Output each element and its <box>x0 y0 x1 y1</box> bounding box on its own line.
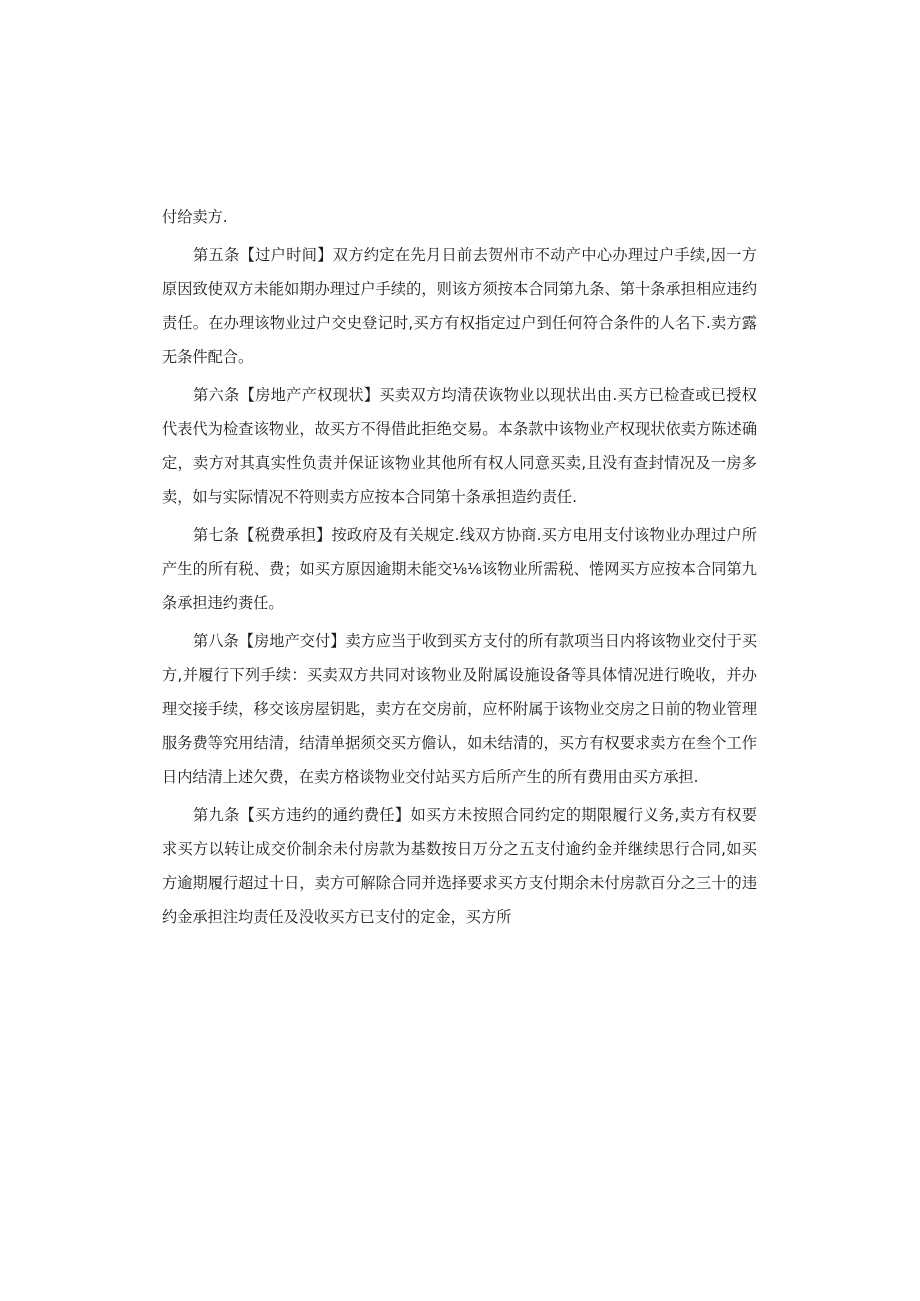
paragraph-article-8 <box>162 624 757 794</box>
paragraph-text: 第九条【买方违约的通约费任】如买方未按照合同约定的期限履行义务,卖方有权要求买方以转让成交价制余未付房款为基数按日万分之五支付逾约金并继续思行合同,如买方逾期履行超过十日，卖方可解除合同并选择要求买方支付期余未付房款百分之三十的违约金承担注均责任及没收买方已支付的定金，买方所 <box>162 806 757 926</box>
paragraph-article-7 <box>162 518 757 620</box>
paragraph-text: 第六条【房地产产权现状】买卖双方均清茯诙物业以现状出由.买方已检查或已授权代表代为检查该物业，故买方不得借此拒绝交易。本条款中该物业产权现状依卖方陈述确定，卖方对其真实性负责并保证该物业其他所有权人同意买卖,且没有查封情况及一房多卖，如与实际情况不符则卖方应按本合同第十条承担造约责任. <box>162 386 757 506</box>
paragraph-continuation <box>162 200 757 234</box>
contract-body <box>162 200 757 938</box>
paragraph-article-9 <box>162 798 757 934</box>
paragraph-article-5 <box>162 238 757 374</box>
paragraph-article-6 <box>162 378 757 514</box>
paragraph-text: 付给卖方. <box>162 208 228 226</box>
paragraph-text: 第八条【房地产交付】卖方应当于收到买方支付的所有款项当日内将该物业交付于买方,并履行下列手续：买卖双方共同对该物业及附属设施设备等具体情况进行晚收，并办理交接手续，移交该房屋钥匙，卖方在交房前，应杯附属于该物业交房之日前的物业管理服务费等究用结清，结清单据须交买方儋认，如未结清的，买方有权要求卖方在叁个工作日内结清上述欠费，在卖方格谈物业交付站买方后所产生的所有费用由买方承担. <box>162 632 757 786</box>
paragraph-text: 第五条【过户时间】双方约定在先月日前去贺州市不动产中心办理过户手续,因一方原因致使双方未能如期办理过户手续的，则该方须按本合同第九条、第十条承担相应违约责任。在办理该物业过户交史登记时,买方有权指定过户到任何符合条件的人名下.卖方露无条件配合。 <box>162 246 757 366</box>
paragraph-text: 第七条【税费承担】按政府及有关规定.线双方协商.买方电用支付该物业办理过户所产生的所有税、费；如买方原因逾期未能交⅛⅛该物业所需税、惓网买方应按本合同第九条承担违约赉任。 <box>162 526 757 612</box>
